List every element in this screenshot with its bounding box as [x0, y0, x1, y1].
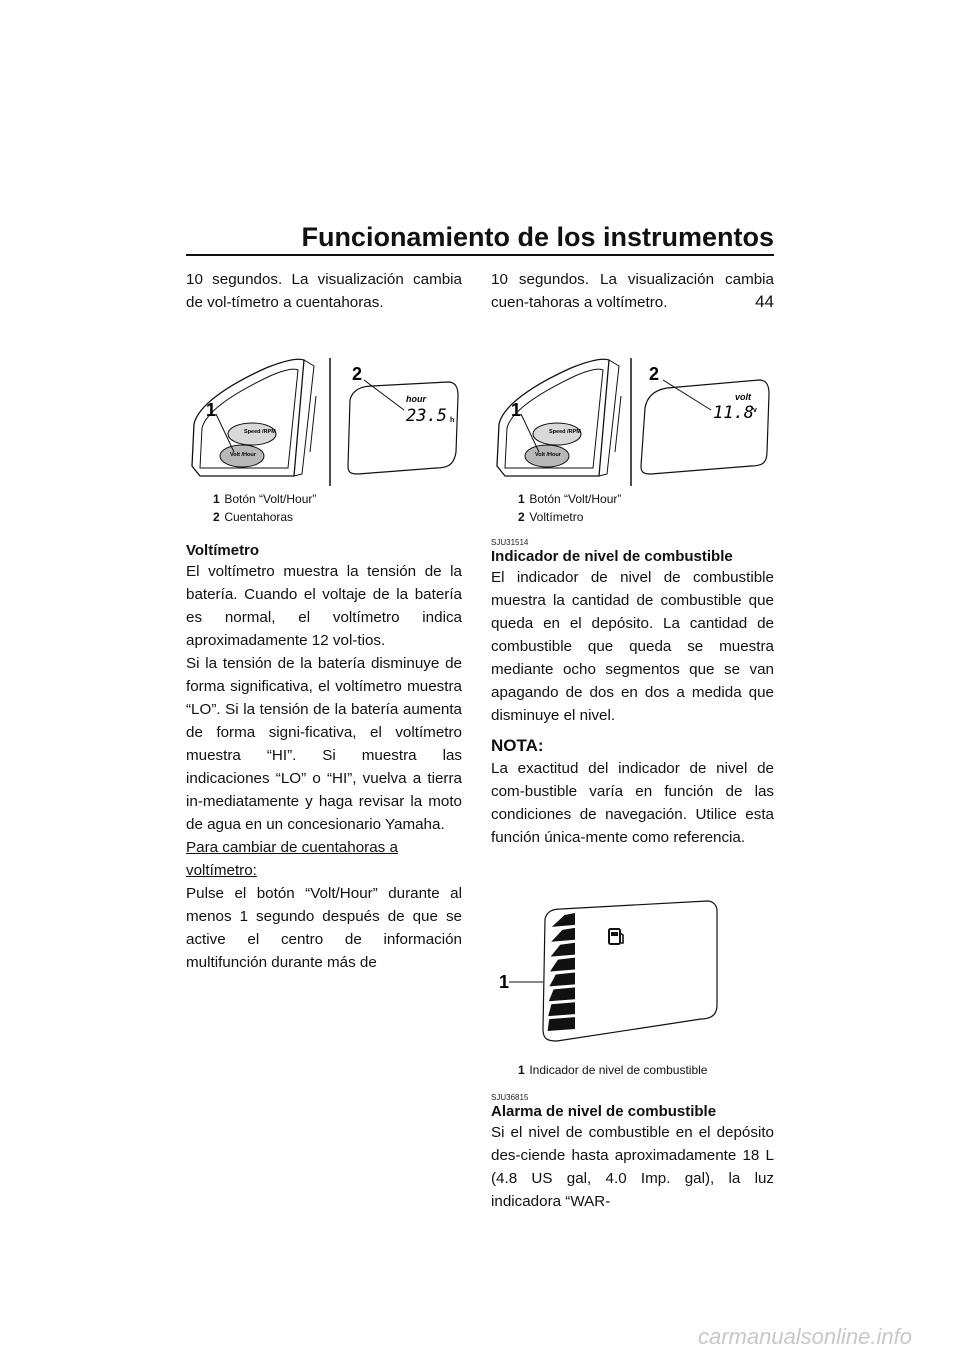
volt-button-label: Volt /Hour [230, 452, 256, 458]
display-unit: h [450, 417, 455, 424]
title-rule [186, 254, 774, 256]
caption-text: Voltímetro [529, 510, 584, 524]
figure-caption [491, 1061, 774, 1079]
section-code: SJU36815 [491, 1093, 529, 1102]
left-column [186, 268, 462, 974]
callout-2: 2 [352, 364, 363, 384]
right-intro: 10 segundos. La visualización cambia cuen-tahoras a voltímetro. [491, 271, 774, 311]
section-code: SJU31514 [491, 538, 529, 547]
paragraph: Si la tensión de la batería disminuye de forma significativa, el voltímetro muestra “LO”. Si la tensión de la batería aumenta de forma signi-ficativa, el voltímetro muestra “HI”. Si muestra las indicaciones “LO” o “HI”, vuelva a tierra in-mediatamente y haga revisar la moto de agua en un concesionario Yamaha. [186, 655, 462, 833]
volt-meter-figure [491, 316, 774, 486]
paragraph: Pulse el botón “Volt/Hour” durante al menos 1 segundo después de que se active el centro de información multifunción durante más de [186, 885, 462, 971]
caption-number: 1 [213, 492, 220, 506]
callout-1: 1 [206, 400, 217, 420]
callout-1: 1 [511, 400, 522, 420]
caption-text: Botón “Volt/Hour” [529, 492, 622, 506]
paragraph: Si el nivel de combustible en el depósito des-ciende hasta aproximadamente 18 L (4.8 US gal, 4.0 Imp. gal), la luz indicadora “WAR- [491, 1124, 774, 1210]
caption-number: 2 [518, 510, 525, 524]
caption-number: 2 [213, 510, 220, 524]
caption-text: Botón “Volt/Hour” [224, 492, 317, 506]
display-label: hour [406, 394, 426, 404]
callout-1: 1 [499, 972, 510, 992]
left-intro: 10 segundos. La visualización cambia de vol-tímetro a cuentahoras. [186, 271, 462, 311]
right-column [491, 268, 774, 1213]
paragraph: El voltímetro muestra la tensión de la batería. Cuando el voltaje de la batería es normal, el voltímetro indica aproximadamente 12 vol-tios. [186, 563, 462, 649]
subheading: Para cambiar de cuentahoras a voltímetro: [186, 839, 398, 879]
paragraph: El indicador de nivel de combustible muestra la cantidad de combustible que queda en el depósito. La cantidad de combustible que queda se muestra mediante ocho segmentos que se van apagando de dos en dos a medida que disminuye el nivel. [491, 569, 774, 724]
watermark: carmanualsonline.info [697, 1324, 912, 1349]
figure-caption [186, 490, 462, 526]
page-number: 44 [755, 292, 774, 311]
display-label: volt [735, 392, 752, 402]
caption-text: Cuentahoras [224, 510, 294, 524]
fuel-pump-icon [609, 929, 623, 944]
note-text: La exactitud del indicador de nivel de com-bustible varía en función de las condiciones de navegación. Utilice esta función única-mente como referencia. [491, 760, 774, 846]
speed-button-label: Speed /RPM [244, 429, 276, 435]
speed-button-label: Speed /RPM [549, 429, 581, 435]
volt-button-label: Volt /Hour [535, 452, 561, 458]
fuel-segment [548, 1002, 575, 1016]
section-heading-fuel-alarm: Alarma de nivel de combustible [491, 1103, 717, 1120]
section-heading-voltimetro: Voltímetro [186, 542, 260, 559]
section-heading-fuel-level: Indicador de nivel de combustible [491, 548, 733, 565]
display-value: 23.5 [406, 406, 447, 426]
display-value: 11.8 [713, 403, 754, 423]
figure-caption [491, 490, 774, 526]
caption-text: Indicador de nivel de combustible [529, 1063, 708, 1077]
note-title: NOTA: [491, 736, 544, 755]
fuel-gauge-figure [491, 879, 774, 1049]
caption-number: 1 [518, 492, 525, 506]
hour-meter-figure [186, 316, 462, 486]
page-title: Funcionamiento de los instrumentos [301, 222, 774, 252]
callout-2: 2 [649, 364, 660, 384]
display-unit: v [753, 407, 757, 414]
fuel-segment [548, 1017, 575, 1031]
caption-number: 1 [518, 1063, 525, 1077]
